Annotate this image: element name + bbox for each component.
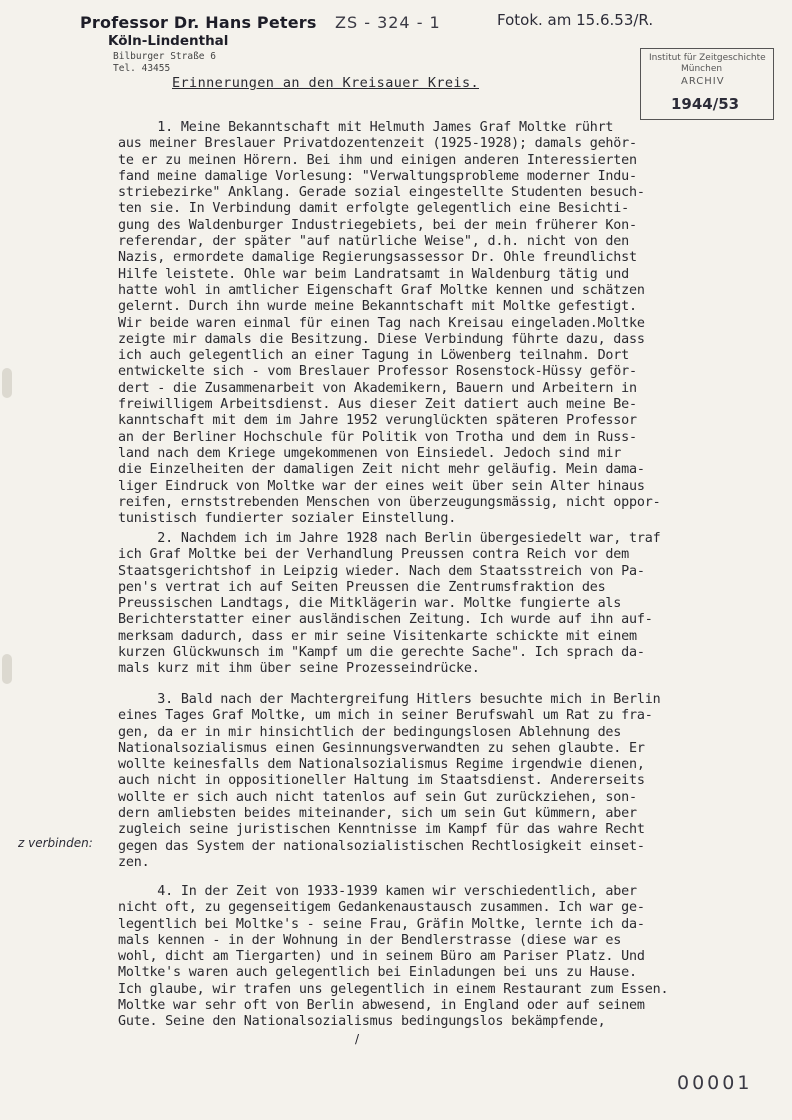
text-line: Staatsgerichtshof in Leipzig wieder. Nach dem Staatsstreich von Pa- [118,563,645,579]
text-line: dert - die Zusammenarbeit von Akademikern, Bauern und Arbeitern in [118,380,637,396]
text-line: 2. Nachdem ich im Jahre 1928 nach Berlin übergesiedelt war, traf [118,531,661,546]
archive-stamp-city: München [681,64,723,74]
bottom-mark: / [355,1032,360,1046]
text-line: 1. Meine Bekanntschaft mit Helmuth James Graf Moltke rührt [118,120,614,135]
archive-stamp-institute: Institut für Zeitgeschichte [649,53,766,63]
text-line: gegen das System der nationalsozialistischen Rechtlosigkeit einset- [118,838,645,854]
text-line: Nationalsozialismus einen Gesinnungsverwandten zu sehen glaubte. Er [118,740,645,756]
text-line: reifen, ernststrebenden Menschen von überzeugungsmässig, nicht oppor- [118,494,661,510]
photocopy-note: Fotok. am 15.6.53/R. [497,11,654,29]
text-line: 4. In der Zeit von 1933-1939 kamen wir verschiedentlich, aber [118,884,637,899]
text-line: gen, da er in mir hinsichtlich der bedingungslosen Ablehnung des [118,724,622,740]
text-line: striebezirke" Anklang. Gerade sozial eingestellte Studenten besuch- [118,185,645,201]
text-line: Nazis, ermordete damalige Regierungsassessor Dr. Ohle freundlichst [118,250,637,266]
page-number: 00001 [677,1072,753,1094]
text-line: legentlich bei Moltke's - seine Frau, Gräfin Moltke, lernte ich da- [118,916,645,932]
text-line: Preussischen Landtags, die Mitklägerin war. Moltke fungierte als [118,596,622,612]
text-line: ich Graf Moltke bei der Verhandlung Preussen contra Reich vor dem [118,547,630,563]
text-line: kanntschaft mit dem im Jahre 1952 verunglückten späteren Professor [118,413,637,429]
text-line: merksam dadurch, dass er mir seine Visitenkarte schickte mit einem [118,628,637,644]
document-title: Erinnerungen an den Kreisauer Kreis. [172,75,479,91]
archive-stamp-label: ARCHIV [681,76,725,87]
text-line: an der Berliner Hochschule für Politik von Trotha und dem in Russ- [118,429,637,445]
sender-name: Professor Dr. Hans Peters [80,13,317,32]
text-line: land nach dem Kriege umgekommenen von Einsiedel. Jedoch sind mir [118,445,622,461]
text-line: freiwilligem Arbeitsdienst. Aus dieser Zeit datiert auch meine Be- [118,397,637,413]
text-line: zugleich seine juristischen Kenntnisse im Kampf für das wahre Recht [118,822,645,838]
text-line: wollte keinesfalls dem Nationalsozialismus Regime irgendwie dienen, [118,757,645,773]
text-line: eines Tages Graf Moltke, um mich in seiner Berufswahl um Rat zu fra- [118,708,653,724]
sender-street: Bilburger Straße 6 [113,51,216,62]
text-line: ich auch gelegentlich an einer Tagung in Löwenberg teilnahm. Dort [118,348,630,364]
text-line: hatte wohl in amtlicher Eigenschaft Graf Moltke kennen und schätzen [118,282,645,298]
text-line: dern amliebsten beides miteinander, sich um sein Gut kümmern, aber [118,806,637,822]
text-line: Moltke's waren auch gelegentlich bei Einladungen bei uns zu Hause. [118,965,637,981]
text-line: fand meine damalige Vorlesung: "Verwaltungsprobleme moderner Indu- [118,168,637,184]
text-line: entwickelte sich - vom Breslauer Professor Rosenstock-Hüssy geför- [118,364,637,380]
archive-stamp [640,48,774,120]
text-line: wohl, dicht am Tiergarten) und in seinem Büro am Pariser Platz. Und [118,949,645,965]
text-line: ten sie. In Verbindung damit erfolgte gelegentlich eine Besichti- [118,201,630,217]
paragraph-4 [118,884,778,1031]
archive-signature-code: ZS - 324 - 1 [335,13,441,32]
text-line: Moltke war sehr oft von Berlin abwesend, in England oder auf seinem [118,998,645,1014]
text-line: die Einzelheiten der damaligen Zeit nicht mehr geläufig. Mein dama- [118,462,645,478]
paragraph-1 [118,120,778,527]
text-line: gung des Waldenburger Industriegebiets, bei der mein früherer Kon- [118,217,637,233]
text-line: Berichterstatter einer ausländischen Zeitung. Ich wurde auf ihn auf- [118,612,653,628]
text-line: mals kurz mit ihm über seine Prozesseindrücke. [118,661,480,677]
text-line: liger Eindruck von Moltke war der eines weit über sein Alter hinaus [118,478,645,494]
punch-hole [2,368,12,398]
text-line: mals kennen - in der Wohnung in der Bendlerstrasse (diese war es [118,932,622,948]
text-line: auch nicht in oppositioneller Haltung im Staatsdienst. Andererseits [118,773,645,789]
text-line: gelernt. Durch ihn wurde meine Bekanntschaft mit Moltke gefestigt. [118,299,637,315]
archive-stamp-number: 1944/53 [671,95,740,113]
text-line: zeigte mir damals die Besitzung. Diese Verbindung führte dazu, dass [118,331,645,347]
text-line: nicht oft, zu gegenseitigem Gedankenaustausch zusammen. Ich war ge- [118,900,645,916]
sender-city: Köln-Lindenthal [108,33,229,49]
text-line: referendar, der später "auf natürliche Weise", d.h. nicht von den [118,234,630,250]
text-line: kurzen Glückwunsch im "Kampf um die gerechte Sache". Ich sprach da- [118,645,645,661]
paragraph-3 [118,692,778,871]
text-line: tunistisch fundierter sozialer Einstellung. [118,511,457,527]
text-line: te er zu meinen Hörern. Bei ihm und einigen anderen Interessierten [118,152,637,168]
text-line: wollte er sich auch nicht tatenlos auf sein Gut zurückziehen, son- [118,789,637,805]
paragraph-2 [118,531,778,678]
text-line: 3. Bald nach der Machtergreifung Hitlers besuchte mich in Berlin [118,692,661,707]
punch-hole [2,654,12,684]
text-line: pen's vertrat ich auf Seiten Preussen die Zentrumsfraktion des [118,579,606,595]
text-line: Wir beide waren einmal für einen Tag nach Kreisau eingeladen.Moltke [118,315,645,331]
text-line: Hilfe leistete. Ohle war beim Landratsamt in Waldenburg tätig und [118,266,630,282]
text-line: Ich glaube, wir trafen uns gelegentlich in einem Restaurant zum Essen. [118,981,669,997]
sender-tel: Tel. 43455 [113,63,171,74]
text-line: aus meiner Breslauer Privatdozentenzeit (1925-1928); damals gehör- [118,136,637,152]
text-line: zen. [118,854,150,870]
margin-note: z verbinden: [18,836,93,850]
text-line: Gute. Seine den Nationalsozialismus bedingungslos bekämpfende, [118,1014,606,1030]
